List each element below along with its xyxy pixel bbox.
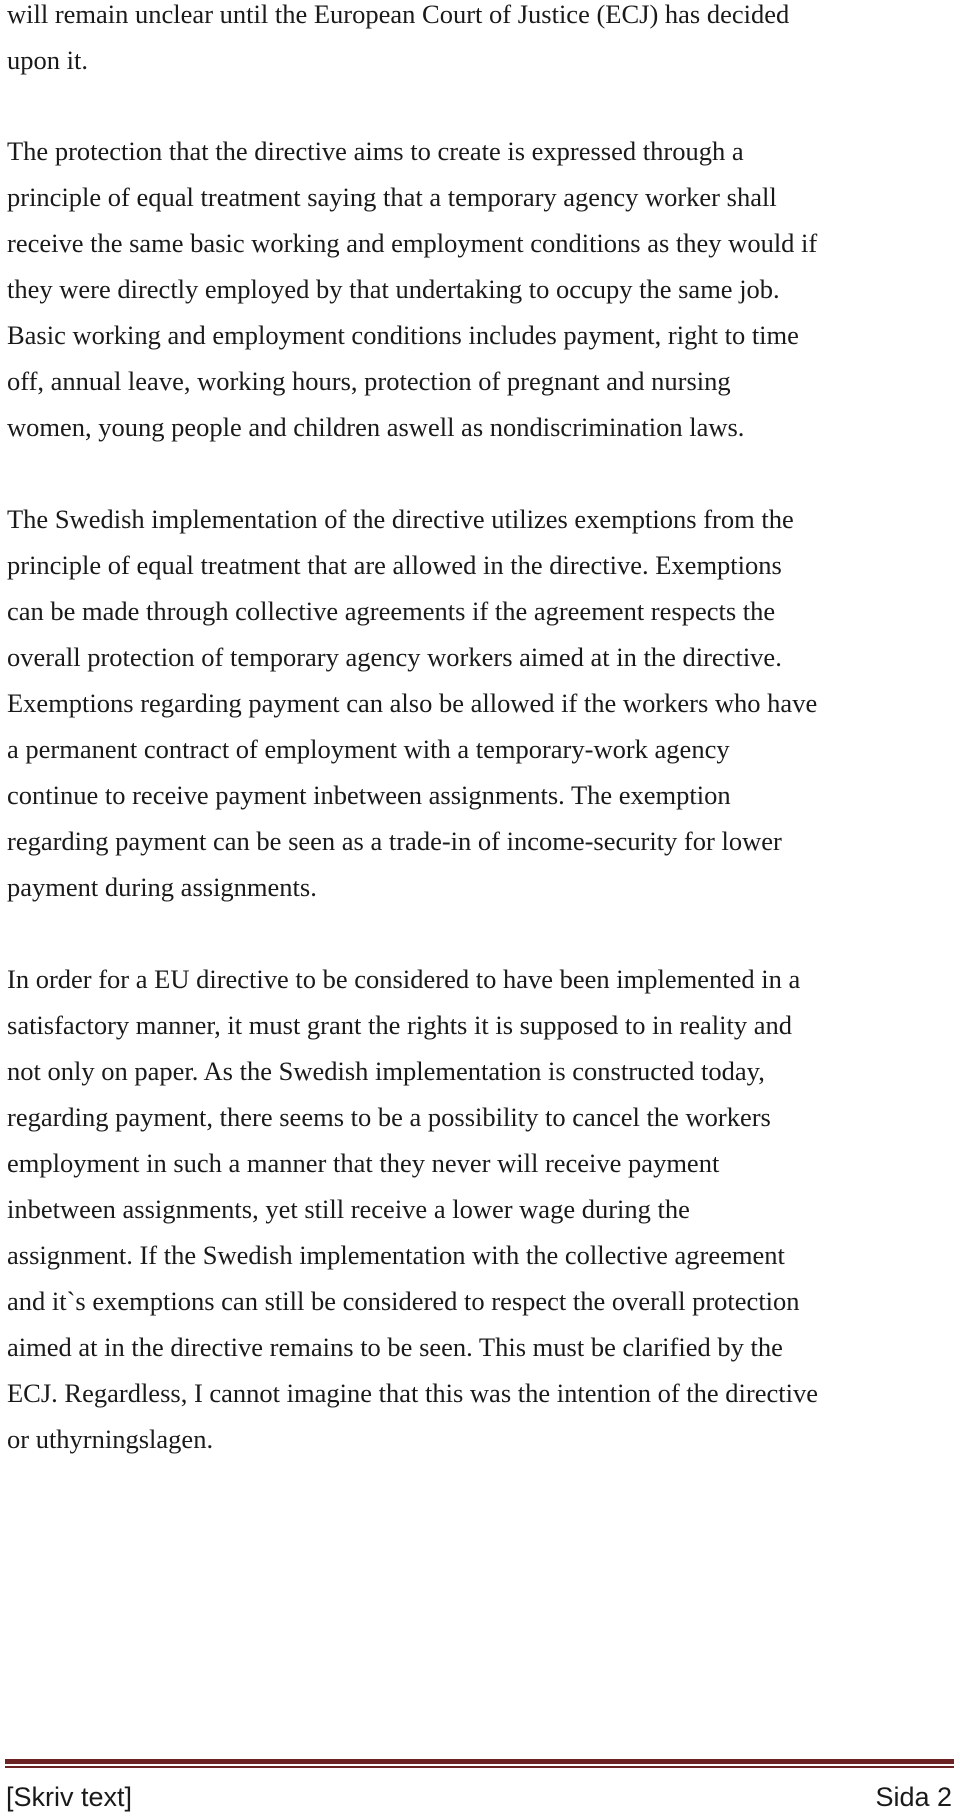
text-line: ECJ. Regardless, I cannot imagine that this was the intention of the directive xyxy=(7,1378,818,1408)
text-line: and it`s exemptions can still be considered to respect the overall protection xyxy=(7,1286,800,1316)
text-line: employment in such a manner that they never will receive payment xyxy=(7,1148,720,1178)
text-line: payment during assignments. xyxy=(7,872,317,902)
text-line: or uthyrningslagen. xyxy=(7,1424,214,1454)
footer-rule xyxy=(5,1759,954,1764)
text-line: continue to receive payment inbetween assignments. The exemption xyxy=(7,780,731,810)
text-line: off, annual leave, working hours, protection of pregnant and nursing xyxy=(7,366,731,396)
text-line: they were directly employed by that undertaking to occupy the same job. xyxy=(7,274,780,304)
text-line: overall protection of temporary agency workers aimed at in the directive. xyxy=(7,642,782,672)
footer-placeholder-text: [Skriv text] xyxy=(6,1782,133,1812)
text-line: assignment. If the Swedish implementation with the collective agreement xyxy=(7,1240,785,1270)
text-line: women, young people and children aswell as nondiscrimination laws. xyxy=(7,412,745,442)
text-line: Exemptions regarding payment can also be allowed if the workers who have xyxy=(7,688,818,718)
text-line: The Swedish implementation of the directive utilizes exemptions from the xyxy=(7,504,794,534)
text-line: aimed at in the directive remains to be seen. This must be clarified by the xyxy=(7,1332,783,1362)
text-line: will remain unclear until the European Court of Justice (ECJ) has decided xyxy=(7,0,790,29)
text-line: The protection that the directive aims to create is expressed through a xyxy=(7,136,744,166)
text-line: a permanent contract of employment with a temporary-work agency xyxy=(7,734,730,764)
text-line: regarding payment can be seen as a trade-in of income-security for lower xyxy=(7,826,782,856)
text-line: not only on paper. As the Swedish implementation is constructed today, xyxy=(7,1056,765,1086)
footer-rule-thin xyxy=(5,1766,954,1768)
text-line: Basic working and employment conditions includes payment, right to time xyxy=(7,320,799,350)
text-line: inbetween assignments, yet still receive a lower wage during the xyxy=(7,1194,690,1224)
text-line: receive the same basic working and employment conditions as they would if xyxy=(7,228,818,258)
text-line: regarding payment, there seems to be a possibility to cancel the workers xyxy=(7,1102,771,1132)
text-line: principle of equal treatment that are allowed in the directive. Exemptions xyxy=(7,550,782,580)
text-line: In order for a EU directive to be considered to have been implemented in a xyxy=(7,964,801,994)
text-line: principle of equal treatment saying that a temporary agency worker shall xyxy=(7,182,777,212)
text-line: satisfactory manner, it must grant the rights it is supposed to in reality and xyxy=(7,1010,792,1040)
text-line: can be made through collective agreements if the agreement respects the xyxy=(7,596,776,626)
page-number: Sida 2 xyxy=(875,1782,952,1812)
text-line: upon it. xyxy=(7,45,88,75)
